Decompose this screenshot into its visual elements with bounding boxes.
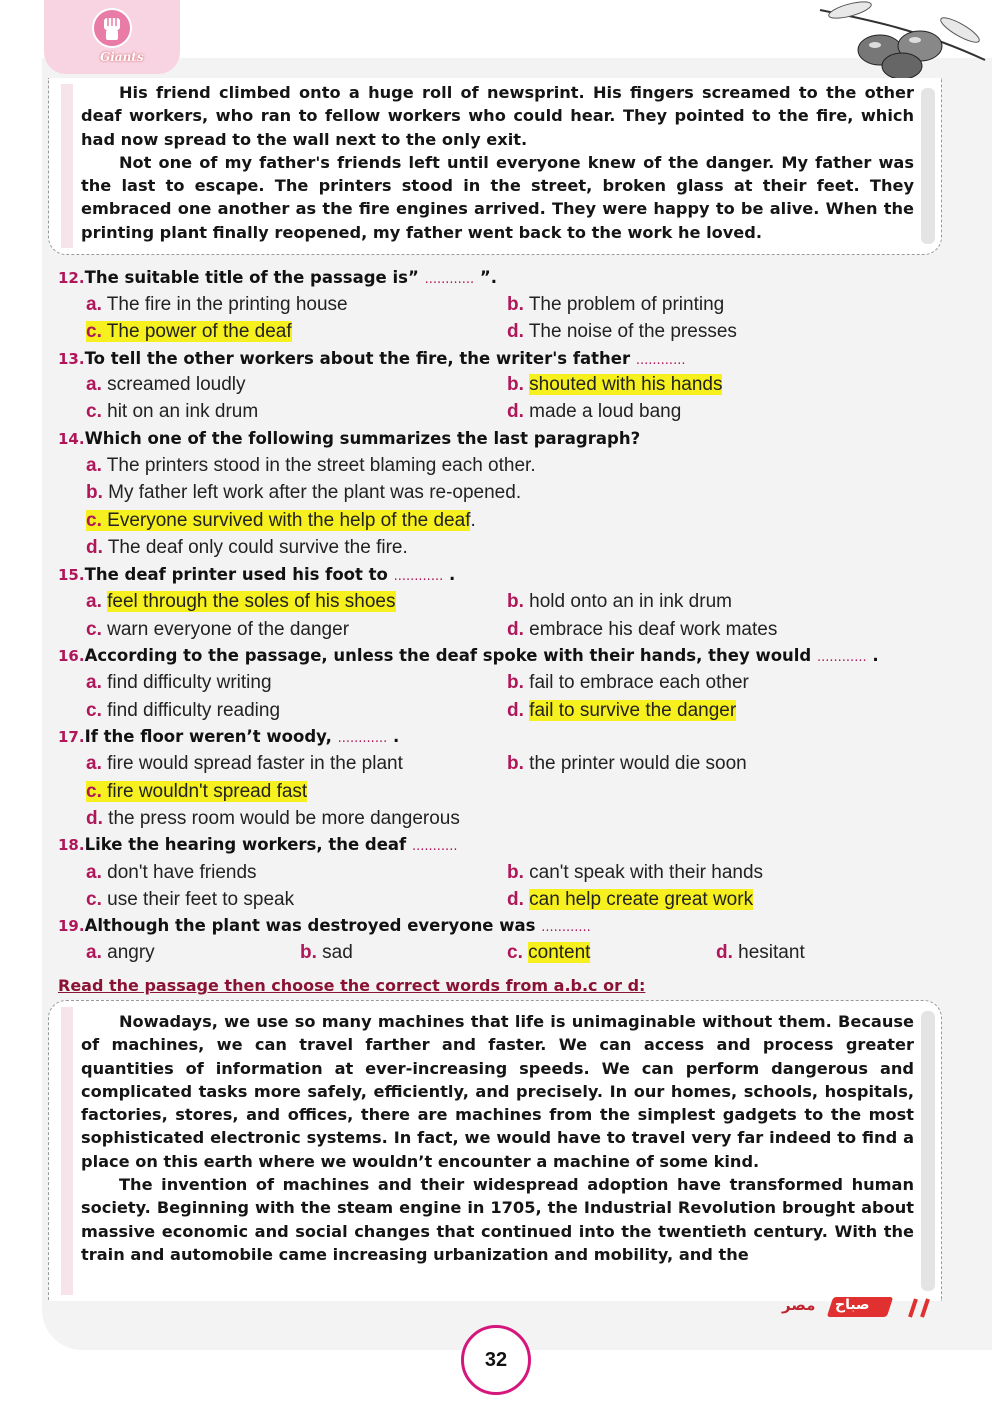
option-19c[interactable] <box>507 942 590 964</box>
passage-1-left-band <box>61 84 73 248</box>
option-text: hit on an ink drum <box>107 401 259 422</box>
option-17d[interactable] <box>86 808 460 830</box>
option-18b[interactable] <box>507 862 763 884</box>
option-text: find difficulty writing <box>107 672 272 693</box>
option-text: content <box>528 942 591 963</box>
question-17 <box>58 727 399 746</box>
passage-2-left-band <box>61 1007 73 1295</box>
option-19d[interactable] <box>716 942 805 964</box>
option-17b[interactable] <box>507 753 747 775</box>
option-text: angry <box>107 942 155 963</box>
option-text: can help create great work <box>529 889 754 910</box>
question-stem: Which one of the following summarizes the last paragraph? <box>84 429 641 448</box>
question-stem: If the floor weren’t woody, <box>84 727 332 746</box>
option-letter: c. <box>507 942 523 963</box>
option-letter: d. <box>86 808 103 829</box>
brand-slashes-icon <box>900 1297 940 1319</box>
answer-blank: ............ <box>393 569 444 584</box>
fist-icon <box>92 6 132 50</box>
section-instruction: Read the passage then choose the correct words from a.b.c or d: <box>58 976 646 995</box>
answer-blank: ........... <box>412 839 458 854</box>
answer-blank: ............ <box>817 650 867 665</box>
option-letter: c. <box>86 889 102 910</box>
option-letter: d. <box>507 401 524 422</box>
option-text: don't have friends <box>107 862 257 883</box>
question-number: 14. <box>58 430 85 448</box>
option-letter: c. <box>86 321 102 342</box>
question-stem: Although the plant was destroyed everyone was <box>84 916 536 935</box>
question-13 <box>58 349 685 368</box>
question-number: 13. <box>58 350 85 368</box>
option-letter: b. <box>507 374 524 395</box>
option-letter: b. <box>507 591 524 612</box>
answer-blank: ............ <box>635 353 686 368</box>
option-text: fire would spread faster in the plant <box>107 753 403 774</box>
option-text: The fire in the printing house <box>106 294 348 315</box>
question-tail: . <box>387 727 400 746</box>
brand-sub: صباح <box>835 1297 870 1313</box>
option-text: screamed loudly <box>107 374 246 395</box>
option-letter: d. <box>507 889 524 910</box>
passage-2-text <box>81 1010 914 1266</box>
option-text: The printers stood in the street blaming each other. <box>106 455 536 476</box>
option-letter: d. <box>507 321 524 342</box>
option-13b[interactable] <box>507 374 722 396</box>
question-15 <box>58 565 455 584</box>
option-letter: d. <box>507 619 524 640</box>
page-number: 32 <box>461 1325 531 1395</box>
option-text: fail to survive the danger <box>529 700 737 721</box>
question-14 <box>58 429 640 448</box>
option-13a[interactable] <box>86 374 245 396</box>
option-letter: a. <box>86 374 102 395</box>
option-text: shouted with his hands <box>529 374 723 395</box>
option-text: the printer would die soon <box>529 753 747 774</box>
option-letter: a. <box>86 294 102 315</box>
option-letter: c. <box>86 619 102 640</box>
option-text: made a loud bang <box>529 401 682 422</box>
option-text: The noise of the presses <box>528 321 737 342</box>
option-text: Everyone survived with the help of the deaf <box>107 510 471 531</box>
option-text: find difficulty reading <box>107 700 281 721</box>
passage-1-text <box>81 81 914 244</box>
answer-highlight <box>86 781 307 802</box>
answer-blank: ............ <box>337 731 388 746</box>
option-letter: b. <box>507 753 524 774</box>
question-tail: . <box>443 565 456 584</box>
passage-1-paragraph: His friend climbed onto a huge roll of newsprint. His fingers screamed to the other deaf workers, who ran to fellow workers who could hear. They pointed to the fire, which had now spread to the wall next to the only exit. <box>81 83 914 149</box>
option-letter: c. <box>86 781 102 802</box>
option-16a[interactable] <box>86 672 272 694</box>
option-16b[interactable] <box>507 672 749 694</box>
option-17c[interactable] <box>86 781 307 803</box>
question-19 <box>58 916 591 935</box>
option-text: hold onto an in ink drum <box>529 591 732 612</box>
option-12c[interactable] <box>86 321 292 343</box>
question-16 <box>58 646 879 665</box>
question-number: 18. <box>58 836 85 854</box>
option-15c[interactable] <box>86 619 349 641</box>
option-letter: b. <box>86 482 103 503</box>
passage-2-right-band <box>921 1011 935 1291</box>
question-stem: According to the passage, unless the deaf spoke with their hands, they would <box>84 646 812 665</box>
answer-blank: ............ <box>541 920 591 935</box>
brand-logo <box>782 1295 942 1325</box>
option-text: hesitant <box>738 942 805 963</box>
option-15a[interactable] <box>86 591 396 613</box>
brand-name: مصر <box>782 1296 816 1314</box>
option-text: My father left work after the plant was re-opened. <box>108 482 522 503</box>
answer-highlight <box>86 510 470 531</box>
option-text: can't speak with their hands <box>529 862 764 883</box>
option-12a[interactable] <box>86 294 348 316</box>
option-letter: c. <box>86 700 102 721</box>
olive-branch-icon <box>810 0 990 82</box>
option-12b[interactable] <box>507 294 724 316</box>
option-19b[interactable] <box>300 942 353 964</box>
question-number: 17. <box>58 728 85 746</box>
option-letter: b. <box>507 862 524 883</box>
question-stem: To tell the other workers about the fire, the writer's father <box>84 349 631 368</box>
question-number: 16. <box>58 647 85 665</box>
question-12 <box>58 268 497 287</box>
option-letter: b. <box>300 942 317 963</box>
option-15b[interactable] <box>507 591 732 613</box>
option-text: use their feet to speak <box>107 889 295 910</box>
option-text: The problem of printing <box>528 294 725 315</box>
question-stem: The deaf printer used his foot to <box>84 565 388 584</box>
option-13d[interactable] <box>507 401 681 423</box>
option-14b[interactable] <box>86 482 521 504</box>
option-19a[interactable] <box>86 942 155 964</box>
option-text: warn everyone of the danger <box>107 619 350 640</box>
option-text: sad <box>322 942 353 963</box>
question-18 <box>58 835 457 854</box>
option-text: embrace his deaf work mates <box>529 619 778 640</box>
option-letter: a. <box>86 753 102 774</box>
option-letter: c. <box>86 510 102 531</box>
option-text: The power of the deaf <box>106 321 292 342</box>
option-14c[interactable]: c. Everyone survived with the help of the deaf. <box>86 510 476 531</box>
option-letter: d. <box>716 942 733 963</box>
answer-blank: ............ <box>424 272 475 287</box>
option-15d[interactable] <box>507 619 777 641</box>
passage-2-paragraph: Nowadays, we use so many machines that life is unimaginable without them. Because of machines, we can travel farther and faster. We can access and process greater quantities of information at ever-increasing speeds. We can perform dangerous and complicated tasks more safely, efficiently, and precisely. In our homes, schools, hospitals, factories, stores, and offices, there are machines from the simplest gadgets to the most sophisticated electronic systems. In fact, we would have to travel very far indeed to find a place on this earth where we wouldn’t encounter a machine of some kind. <box>81 1012 914 1171</box>
option-18c[interactable] <box>86 889 294 911</box>
question-stem: Like the hearing workers, the deaf <box>84 835 407 854</box>
option-text: fire wouldn't spread fast <box>107 781 308 802</box>
option-13c[interactable] <box>86 401 258 423</box>
passage-1-right-band <box>921 88 935 244</box>
option-text: fail to embrace each other <box>529 672 749 693</box>
question-number: 15. <box>58 566 85 584</box>
passage-1-box <box>48 78 942 255</box>
passage-1-paragraph: Not one of my father's friends left until everyone knew of the danger. My father was the last to escape. The printers stood in the street, broken glass at their feet. They embraced one another as the fire engines arrived. They were happy to be alive. When the printing plant finally reopened, my father went back to the work he loved. <box>81 152 914 242</box>
option-16d[interactable] <box>507 700 736 722</box>
question-number: 12. <box>58 269 85 287</box>
option-letter: a. <box>86 862 102 883</box>
option-text: feel through the soles of his shoes <box>107 591 396 612</box>
option-14a[interactable] <box>86 455 536 477</box>
option-letter: d. <box>86 537 103 558</box>
question-tail: ”. <box>474 268 498 287</box>
option-14d[interactable] <box>86 537 408 559</box>
option-text: the press room would be more dangerous <box>108 808 460 829</box>
option-17a[interactable] <box>86 753 403 775</box>
answer-highlight <box>86 321 292 342</box>
option-letter: d. <box>507 700 524 721</box>
passage-2-paragraph: The invention of machines and their widespread adoption have transformed human society. Beginning with the steam engine in 1705, the Industrial Revolution brought about massive economic and social changes that continued into the twentieth century. With the train and automobile came increasing urbanization and mobility, and the <box>81 1175 914 1264</box>
logo-text: Giants <box>100 50 144 64</box>
passage-2-box <box>48 1000 942 1301</box>
option-letter: a. <box>86 942 102 963</box>
option-18a[interactable] <box>86 862 257 884</box>
option-letter: a. <box>86 591 102 612</box>
question-stem: The suitable title of the passage is” <box>84 268 419 287</box>
giants-logo <box>44 0 180 74</box>
option-letter: b. <box>507 294 524 315</box>
option-12d[interactable] <box>507 321 737 343</box>
option-text: The deaf only could survive the fire. <box>107 537 408 558</box>
option-16c[interactable] <box>86 700 280 722</box>
question-tail: . <box>866 646 879 665</box>
option-letter: a. <box>86 672 102 693</box>
option-letter: b. <box>507 672 524 693</box>
option-18d[interactable] <box>507 889 753 911</box>
option-letter: a. <box>86 455 102 476</box>
option-letter: c. <box>86 401 102 422</box>
question-number: 19. <box>58 917 85 935</box>
